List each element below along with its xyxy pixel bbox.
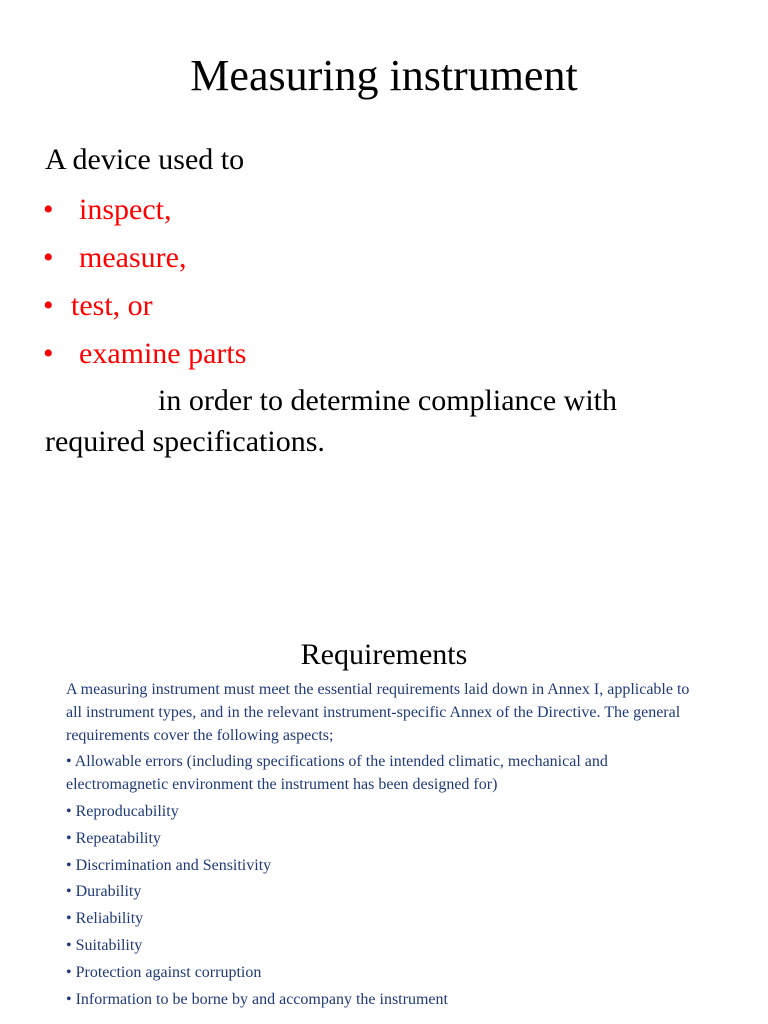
bullet-marker: • [43, 241, 54, 274]
bullet-list [43, 190, 246, 382]
slide-title: Requirements [300, 638, 468, 671]
slide-title: Measuring instrument [190, 51, 578, 100]
list-item: • Reproducability [66, 803, 179, 820]
bullet-item [43, 238, 246, 286]
conclusion-line: required specifications. [45, 425, 325, 458]
bullet-item [43, 286, 246, 334]
requirements-intro: A measuring instrument must meet the essential requirements laid down in Annex I, applicable to all instrument types, and in the relevant instrument-specific Annex of the Directive. The general requirements cover the following aspects; [66, 681, 690, 744]
bullet-marker: • [43, 193, 54, 226]
list-item: • Discrimination and Sensitivity [66, 856, 272, 874]
conclusion-text [45, 380, 745, 462]
bullet-marker: • [43, 289, 54, 322]
list-item: • Reliability [66, 910, 144, 928]
slide-requirements [0, 620, 768, 1024]
list-item: • Durability [66, 883, 142, 901]
bullet-text: test, or [71, 289, 153, 322]
list-item: • Information to be borne by and accompany the instrument [66, 990, 448, 1008]
requirements-list [66, 799, 706, 1013]
bullet-text: measure, [79, 241, 187, 274]
bullet-text: inspect, [79, 193, 172, 226]
list-item: • Protection against corruption [66, 963, 262, 981]
bullet-text: examine parts [79, 337, 247, 370]
list-item: • Repeatability [66, 829, 161, 847]
bullet-item [43, 190, 246, 238]
list-item: • Suitability [66, 936, 143, 954]
conclusion-line1: in order to determine compliance with [158, 384, 618, 417]
conclusion-line [45, 380, 745, 421]
requirements-body [66, 678, 706, 1013]
bullet-marker: • [43, 337, 54, 370]
intro-text: A device used to [45, 143, 245, 176]
requirements-allowable-errors: • Allowable errors (including specifications of the intended climatic, mechanical and electromagnetic environment the instrument has been designed for) [66, 753, 608, 793]
bullet-item [43, 334, 246, 382]
